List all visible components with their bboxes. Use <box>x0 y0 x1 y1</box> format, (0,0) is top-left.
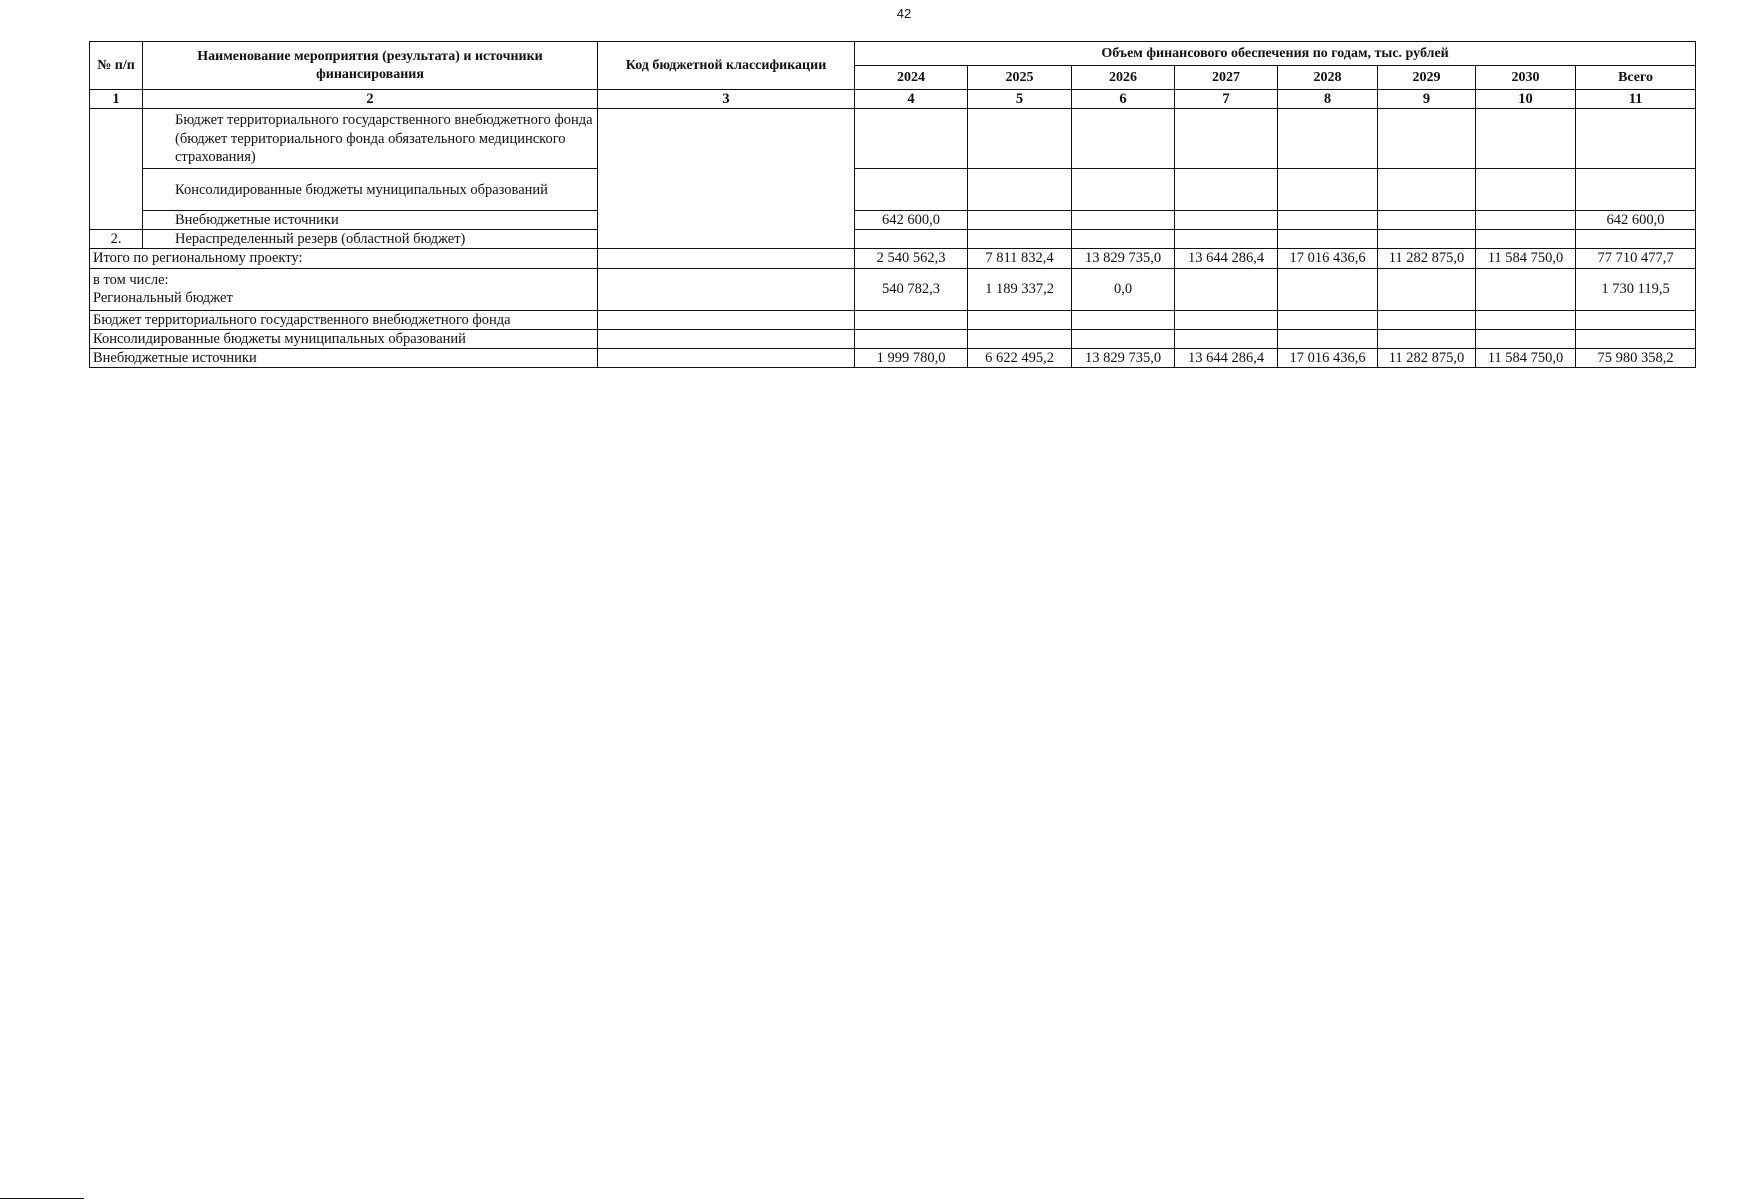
value-2028 <box>1278 230 1378 249</box>
header-year-2029: 2029 <box>1378 66 1476 90</box>
value-total: 1 730 119,5 <box>1576 268 1696 310</box>
value-2029 <box>1378 211 1476 230</box>
budget-code-cell <box>598 249 855 268</box>
value-2027 <box>1175 230 1278 249</box>
value-2030 <box>1476 268 1576 310</box>
column-index-row <box>90 90 1696 109</box>
value-2027 <box>1175 310 1278 329</box>
total-row <box>90 249 1696 268</box>
table-row <box>90 169 1696 211</box>
value-total <box>1576 230 1696 249</box>
header-name: Наименование мероприятия (результата) и источники финансирования <box>143 42 598 90</box>
value-2029: 11 282 875,0 <box>1378 348 1476 367</box>
value-2028 <box>1278 268 1378 310</box>
source-name: Консолидированные бюджеты муниципальных образований <box>143 169 598 211</box>
header-year-2027: 2027 <box>1175 66 1278 90</box>
total-label: Бюджет территориального государственного внебюджетного фонда <box>90 310 598 329</box>
value-2024: 642 600,0 <box>855 211 968 230</box>
value-2026 <box>1072 169 1175 211</box>
value-2024: 1 999 780,0 <box>855 348 968 367</box>
value-2025 <box>968 329 1072 348</box>
value-2029 <box>1378 169 1476 211</box>
value-2024 <box>855 169 968 211</box>
column-index: 3 <box>598 90 855 109</box>
total-row <box>90 329 1696 348</box>
value-2028 <box>1278 109 1378 169</box>
value-2030 <box>1476 109 1576 169</box>
header-code: Код бюджетной классификации <box>598 42 855 90</box>
budget-code-cell <box>598 348 855 367</box>
value-total <box>1576 169 1696 211</box>
footer-separator-line <box>0 1198 84 1199</box>
value-2028 <box>1278 329 1378 348</box>
total-row <box>90 310 1696 329</box>
value-total: 75 980 358,2 <box>1576 348 1696 367</box>
value-2029 <box>1378 329 1476 348</box>
value-2025 <box>968 169 1072 211</box>
value-2024: 540 782,3 <box>855 268 968 310</box>
value-2030: 11 584 750,0 <box>1476 249 1576 268</box>
value-2024: 2 540 562,3 <box>855 249 968 268</box>
value-total: 77 710 477,7 <box>1576 249 1696 268</box>
value-2024 <box>855 329 968 348</box>
source-name: Бюджет территориального государственного внебюджетного фонда (бюджет территориального фонда обязательного медицинского страхования) <box>143 109 598 169</box>
value-2028 <box>1278 310 1378 329</box>
header-total: Всего <box>1576 66 1696 90</box>
value-2027 <box>1175 268 1278 310</box>
header-funding-group: Объем финансового обеспечения по годам, тыс. рублей <box>855 42 1696 66</box>
value-2025 <box>968 310 1072 329</box>
value-2026 <box>1072 329 1175 348</box>
column-index: 1 <box>90 90 143 109</box>
value-total <box>1576 109 1696 169</box>
table-row <box>90 211 1696 230</box>
value-2027: 13 644 286,4 <box>1175 249 1278 268</box>
column-index: 2 <box>143 90 598 109</box>
header-row-group <box>90 42 1696 66</box>
value-2026 <box>1072 310 1175 329</box>
value-2027 <box>1175 329 1278 348</box>
value-2026 <box>1072 230 1175 249</box>
value-2028: 17 016 436,6 <box>1278 348 1378 367</box>
value-2029 <box>1378 310 1476 329</box>
header-year-2025: 2025 <box>968 66 1072 90</box>
total-row <box>90 268 1696 310</box>
value-total: 642 600,0 <box>1576 211 1696 230</box>
header-year-2026: 2026 <box>1072 66 1175 90</box>
value-2029 <box>1378 109 1476 169</box>
budget-code-cell <box>598 329 855 348</box>
total-label: Итого по региональному проекту: <box>90 249 598 268</box>
column-index: 8 <box>1278 90 1378 109</box>
column-index: 4 <box>855 90 968 109</box>
source-name: Нераспределенный резерв (областной бюджет) <box>143 230 598 249</box>
budget-code-cell <box>598 268 855 310</box>
value-2030 <box>1476 310 1576 329</box>
column-index: 10 <box>1476 90 1576 109</box>
total-label: Внебюджетные источники <box>90 348 598 367</box>
header-num: № п/п <box>90 42 143 90</box>
value-2030 <box>1476 230 1576 249</box>
value-2028 <box>1278 211 1378 230</box>
value-2029 <box>1378 268 1476 310</box>
value-2030 <box>1476 169 1576 211</box>
value-2029: 11 282 875,0 <box>1378 249 1476 268</box>
total-label-line: в том числе: <box>93 271 169 288</box>
value-2026: 13 829 735,0 <box>1072 249 1175 268</box>
budget-table <box>89 41 1696 368</box>
table-row <box>90 230 1696 249</box>
column-index: 7 <box>1175 90 1278 109</box>
value-2027 <box>1175 169 1278 211</box>
total-label <box>90 268 598 310</box>
column-index: 6 <box>1072 90 1175 109</box>
value-2026: 0,0 <box>1072 268 1175 310</box>
total-label-line: Региональный бюджет <box>93 290 233 306</box>
column-index: 9 <box>1378 90 1476 109</box>
total-row <box>90 348 1696 367</box>
value-2024 <box>855 230 968 249</box>
header-year-2024: 2024 <box>855 66 968 90</box>
value-2027 <box>1175 211 1278 230</box>
page-number: 42 <box>896 6 912 21</box>
total-label: Консолидированные бюджеты муниципальных образований <box>90 329 598 348</box>
value-total <box>1576 329 1696 348</box>
source-name: Внебюджетные источники <box>143 211 598 230</box>
value-2026 <box>1072 109 1175 169</box>
table-row <box>90 109 1696 169</box>
value-2028 <box>1278 169 1378 211</box>
value-2027: 13 644 286,4 <box>1175 348 1278 367</box>
value-2025: 7 811 832,4 <box>968 249 1072 268</box>
value-2030 <box>1476 329 1576 348</box>
value-2026: 13 829 735,0 <box>1072 348 1175 367</box>
value-total <box>1576 310 1696 329</box>
column-index: 5 <box>968 90 1072 109</box>
value-2025: 6 622 495,2 <box>968 348 1072 367</box>
budget-code-cell <box>598 310 855 329</box>
value-2025 <box>968 211 1072 230</box>
header-year-2030: 2030 <box>1476 66 1576 90</box>
value-2030 <box>1476 211 1576 230</box>
value-2030: 11 584 750,0 <box>1476 348 1576 367</box>
value-2024 <box>855 109 968 169</box>
value-2027 <box>1175 109 1278 169</box>
column-index: 11 <box>1576 90 1696 109</box>
row-number-cell <box>90 109 143 230</box>
value-2025 <box>968 230 1072 249</box>
value-2026 <box>1072 211 1175 230</box>
budget-code-cell <box>598 109 855 249</box>
value-2025 <box>968 109 1072 169</box>
value-2028: 17 016 436,6 <box>1278 249 1378 268</box>
row-number: 2. <box>90 230 143 249</box>
value-2024 <box>855 310 968 329</box>
value-2025: 1 189 337,2 <box>968 268 1072 310</box>
value-2029 <box>1378 230 1476 249</box>
header-year-2028: 2028 <box>1278 66 1378 90</box>
